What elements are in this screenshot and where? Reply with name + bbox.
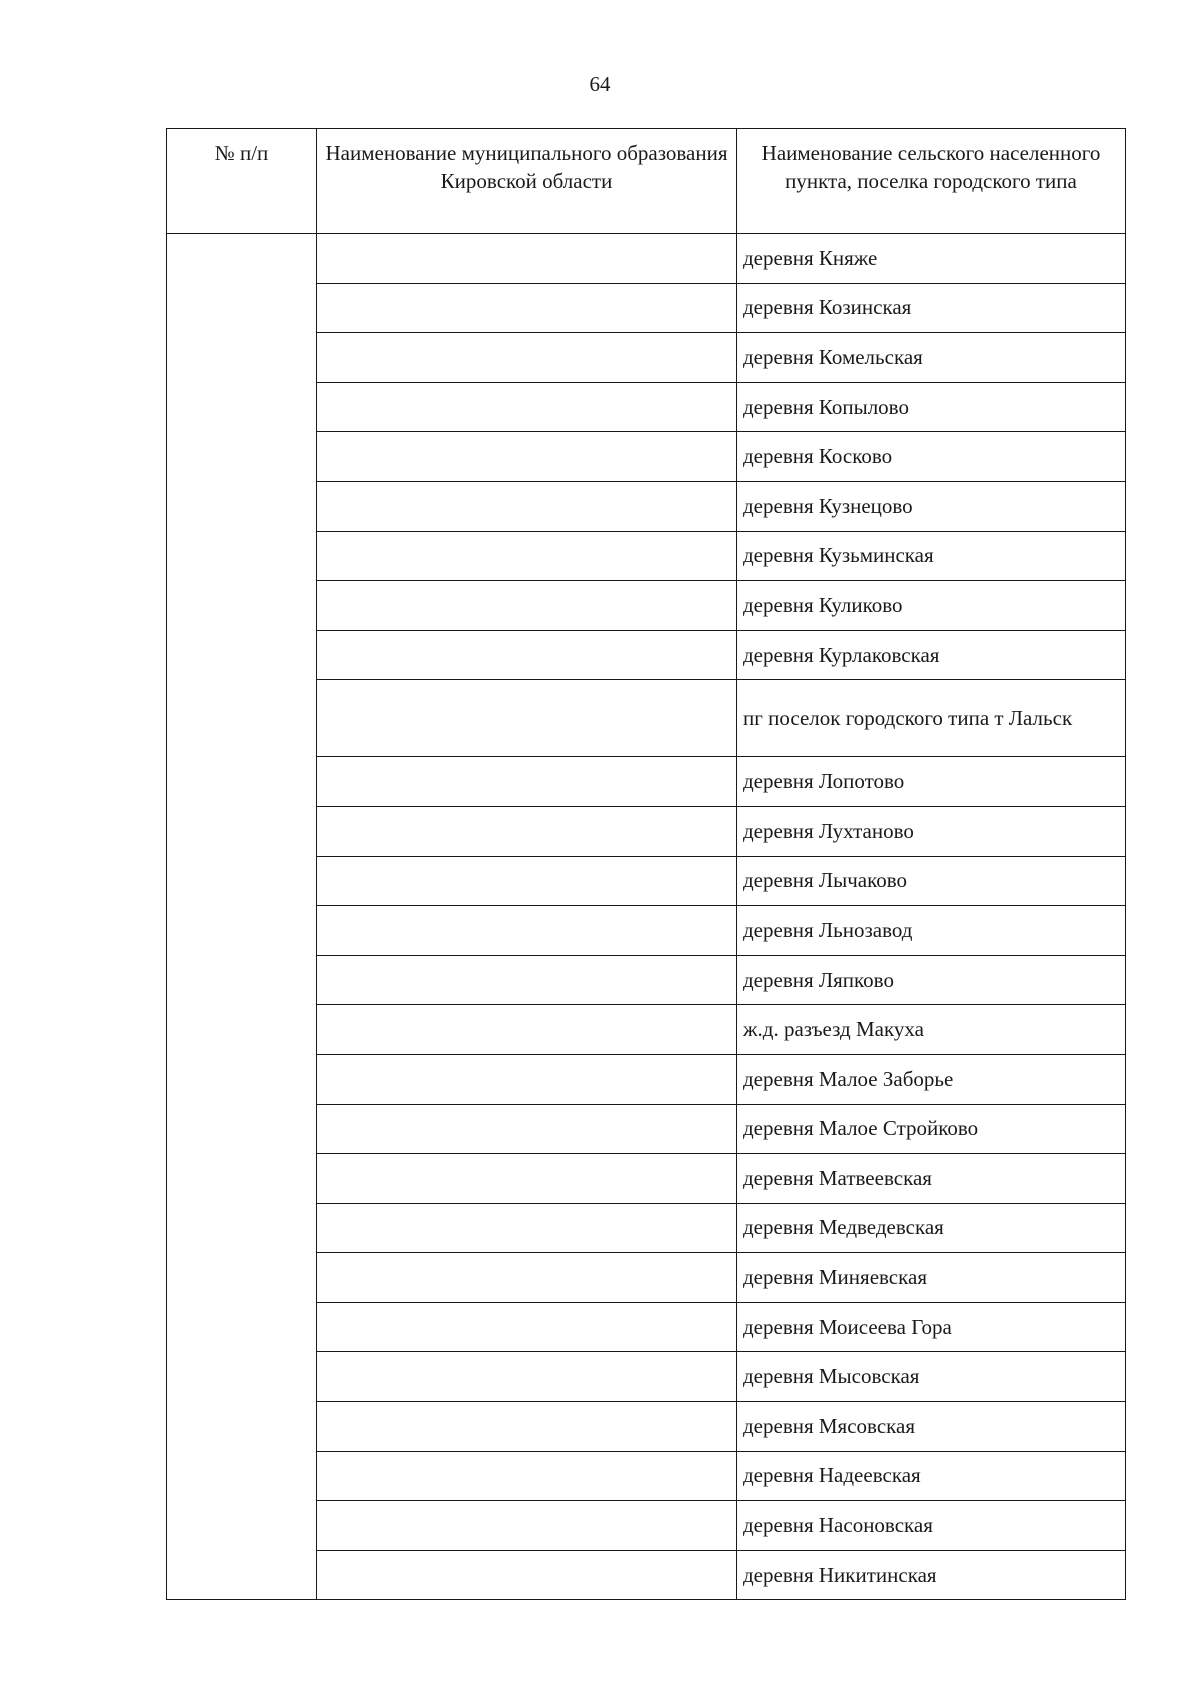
municipality-cell [317, 432, 737, 482]
settlement-cell: деревня Кузьминская [737, 531, 1126, 581]
table-row [167, 234, 1126, 284]
municipality-cell [317, 1451, 737, 1501]
municipality-cell [317, 1104, 737, 1154]
municipality-cell [317, 680, 737, 757]
settlement-cell: деревня Малое Заборье [737, 1054, 1126, 1104]
municipality-cell [317, 1054, 737, 1104]
municipality-cell [317, 955, 737, 1005]
municipality-cell [317, 906, 737, 956]
municipality-cell [317, 1402, 737, 1452]
number-cell [167, 234, 317, 1600]
settlement-cell: деревня Комельская [737, 333, 1126, 383]
settlement-cell: деревня Княже [737, 234, 1126, 284]
page-number: 64 [589, 72, 611, 96]
settlement-cell: деревня Малое Стройково [737, 1104, 1126, 1154]
settlement-cell: деревня Мысовская [737, 1352, 1126, 1402]
settlement-cell: деревня Медведевская [737, 1203, 1126, 1253]
header-number: № п/п [167, 129, 317, 234]
settlement-cell: деревня Миняевская [737, 1253, 1126, 1303]
municipality-cell [317, 234, 737, 284]
settlement-cell: деревня Кузнецово [737, 481, 1126, 531]
municipality-cell [317, 1203, 737, 1253]
municipality-cell [317, 1302, 737, 1352]
settlement-cell: деревня Надеевская [737, 1451, 1126, 1501]
settlement-cell: ж.д. разъезд Макуха [737, 1005, 1126, 1055]
municipality-cell [317, 757, 737, 807]
municipality-cell [317, 1550, 737, 1600]
settlement-cell: деревня Лопотово [737, 757, 1126, 807]
settlement-cell: деревня Копылово [737, 382, 1126, 432]
settlement-cell: деревня Косково [737, 432, 1126, 482]
municipality-cell [317, 1005, 737, 1055]
municipality-cell [317, 382, 737, 432]
settlement-cell: деревня Козинская [737, 283, 1126, 333]
settlement-cell: деревня Куликово [737, 581, 1126, 631]
settlements-table [166, 128, 1126, 1600]
municipality-cell [317, 856, 737, 906]
table-header [167, 129, 1126, 234]
municipality-cell [317, 283, 737, 333]
settlement-cell: деревня Курлаковская [737, 630, 1126, 680]
municipality-cell [317, 806, 737, 856]
municipality-cell [317, 1253, 737, 1303]
municipality-cell [317, 481, 737, 531]
header-settlement: Наименование сельского населенного пункта, поселка городского типа [737, 129, 1126, 234]
municipality-cell [317, 531, 737, 581]
municipality-cell [317, 1352, 737, 1402]
municipality-cell [317, 1154, 737, 1204]
settlement-cell: деревня Моисеева Гора [737, 1302, 1126, 1352]
settlement-cell: деревня Мясовская [737, 1402, 1126, 1452]
settlement-cell: деревня Никитинская [737, 1550, 1126, 1600]
header-row [167, 129, 1126, 234]
municipality-cell [317, 1501, 737, 1551]
settlement-cell: пг поселок городского типа т Лальск [737, 680, 1126, 757]
settlement-cell: деревня Лычаково [737, 856, 1126, 906]
settlement-cell: деревня Насоновская [737, 1501, 1126, 1551]
municipality-cell [317, 581, 737, 631]
settlement-cell: деревня Ляпково [737, 955, 1126, 1005]
municipality-cell [317, 630, 737, 680]
settlement-cell: деревня Матвеевская [737, 1154, 1126, 1204]
table-body [167, 234, 1126, 1600]
settlement-cell: деревня Льнозавод [737, 906, 1126, 956]
header-municipality: Наименование муниципального образования Кировской области [317, 129, 737, 234]
settlement-cell: деревня Лухтаново [737, 806, 1126, 856]
municipality-cell [317, 333, 737, 383]
